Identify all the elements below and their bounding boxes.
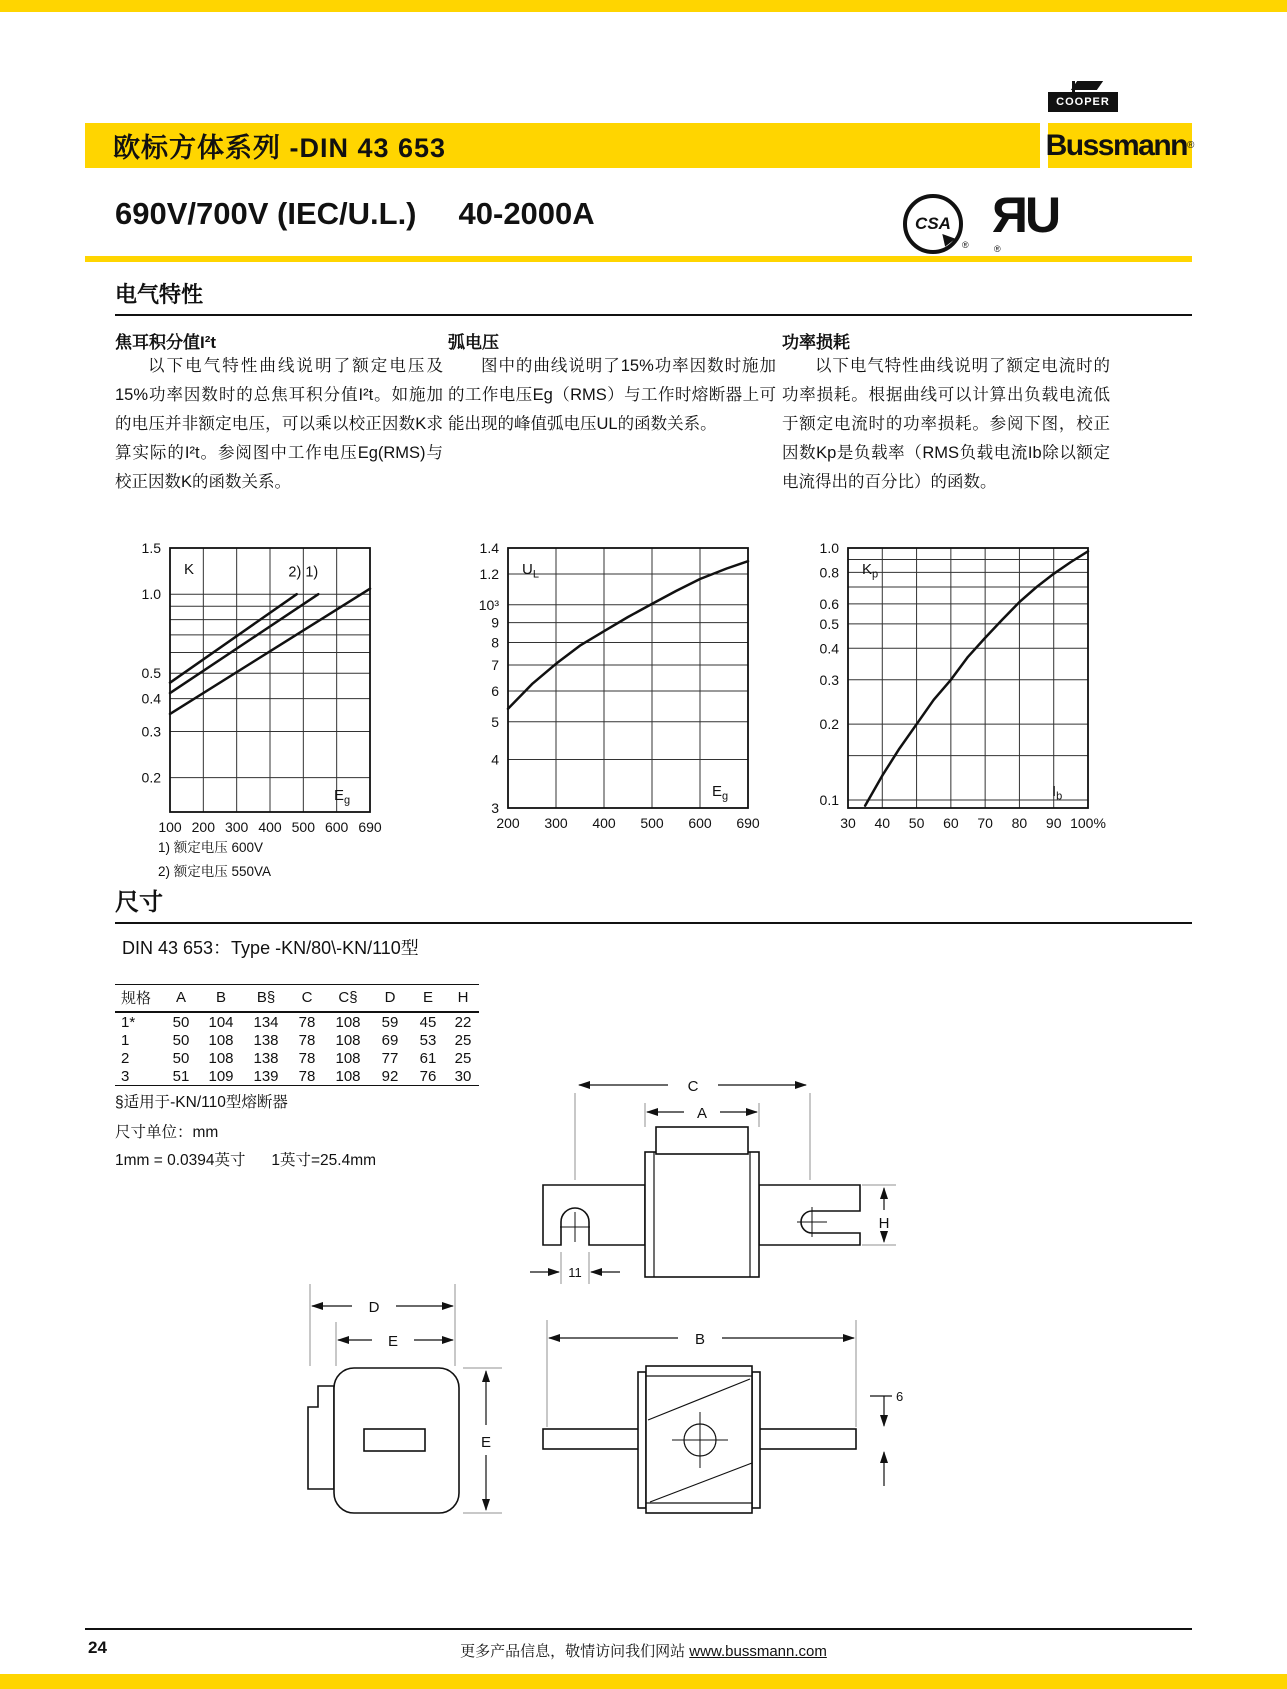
series-title: 欧标方体系列 -DIN 43 653 [113,133,447,163]
y-tick-label: 1.4 [479,540,499,556]
y-tick-label: 10³ [478,596,499,613]
table-cell: 45 [419,1013,437,1031]
top-yellow-strip [0,0,1287,12]
dimensions-table-header [115,985,479,1013]
din-type-line: DIN 43 653：Type -KN/80\-KN/110型 [122,938,419,958]
top-view-left-blade [543,1429,653,1449]
table-column-header: H [447,985,479,1013]
end-view-tab [308,1386,334,1489]
x-tick-label: 100% [1070,815,1106,831]
right-blade-fork [759,1185,860,1245]
y-tick-label: 6 [491,683,499,700]
x-tick-label: 90 [1045,815,1062,831]
table-cell: 78 [298,1031,316,1049]
table-cell: 138 [253,1049,279,1067]
table-cell: 108 [335,1049,361,1067]
table-cell: 92 [381,1067,399,1085]
y-axis-label: K [184,561,195,578]
table-cell: 108 [335,1031,361,1049]
table-cell: 108 [335,1013,361,1031]
x-tick-label: 500 [640,815,664,831]
cooper-flag-icon [1071,81,1103,90]
y-tick-label: 0.8 [819,564,839,581]
y-tick-label: 8 [491,634,499,651]
x-axis-label: $E_g$ [334,787,351,807]
table-cell: 25 [454,1031,472,1049]
end-view-slot [364,1429,425,1451]
table-cell: 2 [121,1049,130,1067]
chart-arc-voltage [450,538,762,868]
column-heading-arc-voltage: 弧电压 [448,333,499,352]
chart-footnote: 2) 额定电压 550VA [158,864,272,879]
table-cell: 30 [454,1067,472,1085]
table-cell: 78 [298,1067,316,1085]
y-tick-label: 0.4 [819,640,839,657]
y-tick-label: 0.5 [141,665,161,682]
y-tick-label: 0.1 [819,792,839,809]
y-tick-label: 4 [491,751,499,768]
left-blade [543,1185,645,1245]
table-cell: 69 [381,1031,399,1049]
dim-label-11: 11 [568,1265,582,1280]
chart-power-loss [786,538,1118,868]
table-column-header: 规格 [115,985,163,1013]
x-tick-label: 300 [544,815,568,831]
x-axis-label: $I_b$ [1052,783,1063,803]
dim-label-6: 6 [896,1389,904,1404]
table-column-header: A [163,985,199,1013]
footer-text [0,1640,1287,1661]
y-tick-label: 3 [491,800,499,816]
column-body-power-loss: 以下电气特性曲线说明了额定电流时的功率损耗。根据曲线可以计算出负载电流低于额定电流时的功率损耗。参阅下图，校正因数Kp是负载率（RMS负载电流Ib除以额定电流得出的百分比）的函数。 [782,357,1110,491]
note-kn110: §适用于-KN/110型熔断器 [115,1094,288,1111]
x-tick-label: 400 [592,815,616,831]
csa-mark-icon [903,194,963,254]
dim-label-h: H [878,1215,890,1232]
bussmann-logo [1045,123,1195,168]
x-tick-label: 200 [191,819,216,835]
x-tick-label: 500 [291,819,316,835]
dimension-drawings [280,1070,920,1530]
x-tick-label: 60 [943,815,959,831]
x-tick-label: 40 [874,815,891,831]
column-heading-power-loss: 功率损耗 [782,333,850,352]
note-conversion: 1mm = 0.0394英寸 1英寸=25.4mm [115,1152,377,1169]
series-Kp-vs-Ib-percent [865,551,1088,805]
page-title [115,196,595,232]
csa-text: CSA [915,214,951,233]
y-tick-label: 0.3 [141,723,161,740]
y-tick-label: 0.4 [141,690,161,707]
page-number: 24 [88,1638,107,1657]
electrical-rule [115,314,1192,316]
table-cell: 59 [381,1013,399,1031]
footer-rule [85,1628,1192,1630]
table-cell: 134 [253,1013,279,1031]
top-view-right-flange [752,1372,760,1508]
table-cell: 25 [454,1049,472,1067]
table-cell: 139 [253,1067,279,1085]
table-column-header: E [409,985,447,1013]
series-arc-voltage-UL-vs-Eg [508,561,748,709]
series-annotation: 2) 1) [288,564,319,581]
x-tick-label: 30 [840,815,856,831]
table-column-header: D [371,985,409,1013]
y-tick-label: 0.6 [819,595,839,612]
x-tick-label: 50 [908,815,925,831]
chart-i2t-correction-factor [113,538,413,878]
chart-footnotes [158,836,271,884]
column-heading-i2t: 焦耳积分值I²t [115,333,217,352]
x-tick-label: 600 [324,819,349,835]
table-row [115,1012,479,1031]
x-axis-label: $E_g$ [712,783,729,803]
table-cell: 108 [208,1049,234,1067]
table-cell: 50 [172,1013,190,1031]
table-cell: 108 [335,1067,361,1085]
table-cell: 53 [419,1031,437,1049]
registered-mark-icon: ® [1187,140,1195,151]
y-tick-label: 9 [491,614,499,631]
table-column-header: C [289,985,325,1013]
top-view-left-flange [638,1372,646,1508]
series-curve-1-rated-600V [170,594,318,693]
top-view-right-blade [745,1429,856,1449]
table-cell: 3 [121,1067,130,1085]
y-tick-label: 7 [491,656,499,673]
column-body-i2t: 以下电气特性曲线说明了额定电压及15%功率因数时的总焦耳积分值I²t。如施加的电压并非额定电压，可以乘以校正因数K求算实际的I²t。参阅图中工作电压Eg(RMS)与校正因数K的函数关系。 [115,357,443,491]
bottom-yellow-strip [0,1674,1287,1689]
dim-label-c: C [687,1078,699,1095]
y-axis-label: $K_p$ [862,561,879,581]
x-tick-label: 400 [258,819,282,835]
dim-label-e: E [387,1333,399,1350]
table-cell: 61 [419,1049,437,1067]
table-column-header: B [199,985,243,1013]
y-tick-label: 1.2 [479,566,499,583]
csa-registered-icon: ® [962,240,969,250]
fuse-cap [656,1127,748,1154]
footer-info: 更多产品信息，敬情访问我们网站 [460,1643,690,1660]
x-tick-label: 100 [158,819,182,835]
table-cell: 77 [381,1049,399,1067]
table-cell: 50 [172,1031,190,1049]
y-tick-label: 1.5 [141,540,161,556]
cooper-logo-text: COOPER [1056,96,1110,108]
table-cell: 76 [419,1067,437,1085]
x-tick-label: 200 [496,815,520,831]
fuse-body-side [645,1152,759,1277]
table-cell: 104 [208,1013,234,1031]
y-tick-label: 0.2 [141,769,161,786]
yellow-divider [85,256,1192,262]
x-tick-label: 80 [1011,815,1028,831]
x-tick-label: 70 [977,815,993,831]
cooper-logo [1048,92,1118,112]
footer-url-link[interactable]: www.bussmann.com [689,1643,827,1660]
dimensions-rule [115,922,1192,924]
bussmann-logo-text: Bussmann [1045,128,1187,162]
dim-label-d: D [368,1299,380,1316]
table-cell: 51 [172,1067,190,1085]
table-cell: 78 [298,1049,316,1067]
x-tick-label: 690 [358,819,382,835]
x-tick-label: 690 [736,815,760,831]
y-tick-label: 0.5 [819,615,839,632]
y-tick-label: 0.2 [819,716,839,733]
table-cell: 1 [121,1031,130,1049]
note-units: 尺寸单位：mm [115,1124,219,1141]
x-tick-label: 600 [688,815,712,831]
table-cell: 78 [298,1013,316,1031]
table-cell: 138 [253,1031,279,1049]
chart-footnote: 1) 额定电压 600V [158,840,264,855]
table-cell: 22 [454,1013,472,1031]
section-title-electrical: 电气特性 [115,282,204,307]
table-column-header: B§ [243,985,289,1013]
table-column-header: C§ [325,985,371,1013]
series-curve-2-rated-550VA [170,594,297,683]
table-row [115,1049,479,1067]
current-rating: 40-2000A [458,196,595,231]
y-tick-label: 1.0 [819,540,839,556]
table-row [115,1031,479,1049]
dim-label-b: B [694,1331,706,1348]
dim-label-a: A [696,1105,708,1122]
series-title-bar [85,123,1040,168]
voltage-rating: 690V/700V (IEC/U.L.) [115,196,417,231]
y-tick-label: 5 [491,713,499,730]
table-cell: 109 [208,1067,234,1085]
column-body-arc-voltage: 图中的曲线说明了15%功率因数时施加的工作电压Eg（RMS）与工作时熔断器上可能出现的峰值弧电压UL的函数关系。 [448,357,776,433]
y-tick-label: 1.0 [141,586,161,603]
table-cell: 50 [172,1049,190,1067]
table-cell: 108 [208,1031,234,1049]
y-tick-label: 0.3 [819,671,839,688]
ul-recognized-mark-icon: ЯU [992,187,1059,243]
ul-registered-icon: ® [994,244,1001,254]
table-cell: 1* [121,1013,136,1031]
section-title-dimensions: 尺寸 [115,889,163,916]
dim-label-e-height: E [480,1434,492,1451]
y-axis-label: $U_L$ [522,561,539,581]
x-tick-label: 300 [224,819,249,835]
